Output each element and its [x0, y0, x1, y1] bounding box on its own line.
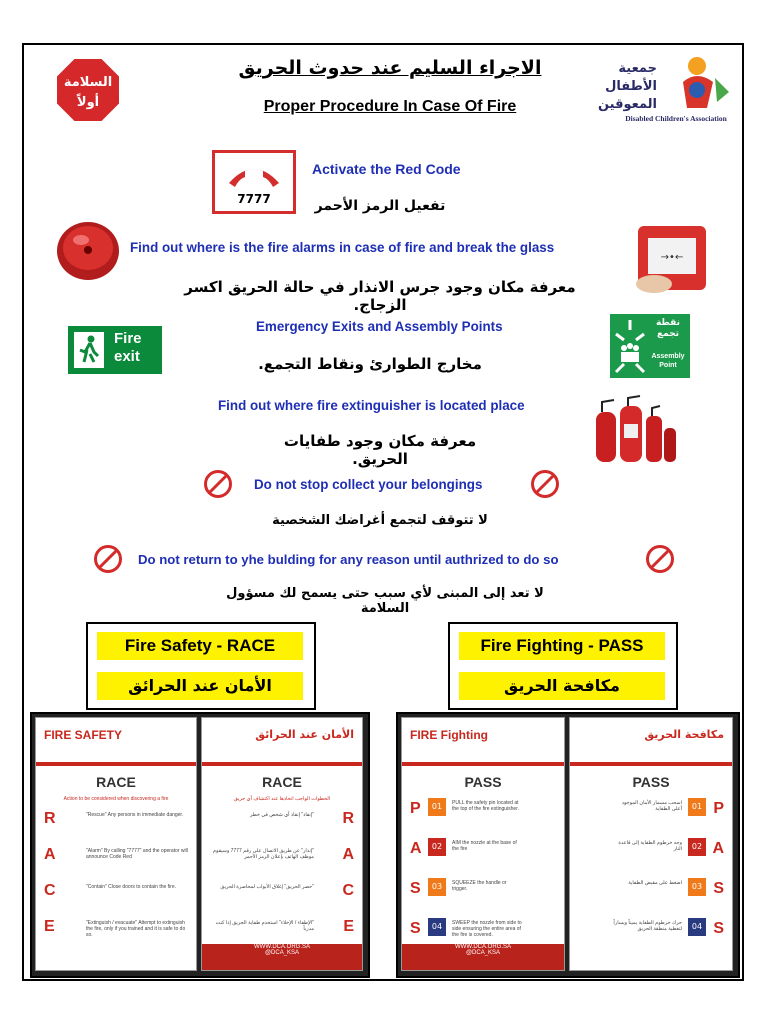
pass-letter: S	[713, 880, 724, 897]
pass-title-ar: مكافحة الحريق	[459, 672, 665, 700]
safety-first-stop-sign	[54, 56, 122, 124]
pass-number: 03	[428, 878, 446, 896]
svg-text:جمعية: جمعية	[618, 61, 657, 76]
pass-letter: A	[712, 840, 724, 857]
pass-number: 04	[428, 918, 446, 936]
pass-number: 02	[688, 838, 706, 856]
pass-number: 03	[688, 878, 706, 896]
race-letter: R	[342, 810, 354, 827]
assembly-icon	[612, 318, 648, 374]
stop-sign-line-2: أولاً	[76, 95, 100, 110]
running-man-icon	[76, 334, 102, 366]
pass-number: 02	[428, 838, 446, 856]
race-poster-ar	[202, 718, 362, 970]
race-title-en: Fire Safety - RACE	[97, 632, 303, 660]
red-code-en: Activate the Red Code	[312, 161, 461, 177]
pass-letter: P	[713, 800, 724, 817]
assembly-text-en: Assembly Point	[651, 353, 685, 369]
red-code-ar: تفعيل الرمز الأحمر	[314, 198, 446, 214]
pass-title-en: Fire Fighting - PASS	[459, 632, 665, 660]
race-title-ar: الأمان عند الحرائق	[97, 672, 303, 700]
stop-sign-line-1: السلامة	[63, 75, 113, 90]
race-letter: A	[342, 846, 354, 863]
race-letter: C	[342, 882, 354, 899]
poster-subtitle: الخطوات الواجب اتخاذها عند اكتشاف أي حريق	[233, 796, 331, 802]
svg-text:المعوقين: المعوقين	[597, 97, 657, 112]
prohibited-icon	[645, 544, 675, 574]
poster-header: FIRE SAFETY	[44, 728, 123, 742]
prohibited-icon	[530, 469, 560, 499]
pass-letter: S	[410, 880, 421, 897]
race-letter: R	[44, 810, 56, 827]
race-line: "الإطفاء / الإخلاء" استخدم طفاية الحريق إذا كنت مدرباً	[215, 920, 314, 932]
pass-letter: A	[410, 840, 422, 857]
race-line: "إنقاذ" إنقاذ أي شخص في خطر	[250, 812, 314, 818]
belongings-ar: لا تتوقف لتجمع أغراضك الشخصية	[272, 513, 488, 528]
exits-ar: مخارج الطوارئ ونقاط التجمع.	[258, 355, 482, 373]
prohibited-icon	[93, 544, 123, 574]
belongings-en: Do not stop collect your belongings	[254, 477, 483, 492]
pass-line: SWEEP the nozzle from side to side ensuring the entire area of the fire is covered.	[452, 920, 522, 938]
pass-line: وجه خرطوم الطفاية إلى قاعدة النار	[618, 840, 682, 852]
race-letter: C	[44, 882, 56, 899]
pass-line: AIM the nozzle at the base of the fire	[452, 840, 517, 852]
pass-poster-en	[402, 718, 564, 970]
alarm-en: Find out where is the fire alarms in case of fire and break the glass	[130, 240, 555, 255]
pass-line: اضغط على مقبض الطفاية	[628, 880, 682, 886]
race-line: "Alarm" By calling "7777" and the operator will announce Code Red	[86, 848, 188, 860]
poster-subtitle: Action to be considered when discovering a fire	[63, 796, 169, 802]
pass-line: اسحب مسمار الأمان الموجود أعلى الطفاية	[621, 800, 682, 812]
pass-line: حرك خرطوم الطفاية يميناً ويساراً لتغطية منطقة الحريق	[613, 920, 682, 932]
pass-line: SQUEEZE the handle or trigger.	[452, 880, 507, 892]
phone-icon	[215, 153, 293, 193]
race-line: "حصر الحريق" إغلاق الأبواب لمحاصرة الحريق	[220, 884, 314, 890]
return-ar: لا تعد إلى المبنى لأي سبب حتى يسمح لك مسؤول السلامة	[226, 586, 544, 616]
fire-extinguishers-icon	[588, 394, 680, 466]
race-letter: A	[44, 846, 56, 863]
org-name-en: Disabled Children's Association	[625, 114, 727, 123]
pass-letter: S	[713, 920, 724, 937]
exits-en: Emergency Exits and Assembly Points	[256, 319, 503, 334]
pass-letter: S	[410, 920, 421, 937]
svg-text:→•←: →•←	[660, 252, 684, 263]
race-line: "Rescue" Any persons in immediate danger.	[86, 812, 184, 818]
poster-header: الأمان عند الحرائق	[255, 728, 354, 741]
extinguisher-en: Find out where fire extinguisher is located place	[218, 398, 525, 413]
race-letter: E	[343, 918, 354, 935]
pass-poster-ar	[570, 718, 732, 970]
race-title-box	[86, 622, 316, 710]
poster-acronym: RACE	[96, 774, 136, 790]
pass-number: 01	[688, 798, 706, 816]
poster-footer: WWW.DCA.ORG.SA @DCA_KSA	[202, 944, 362, 970]
poster-footer: WWW.DCA.ORG.SA @DCA_KSA	[402, 944, 564, 970]
red-code-phone-box	[212, 150, 296, 214]
pass-posters	[396, 712, 740, 978]
break-glass-alarm-icon	[630, 224, 714, 294]
alarm-ar: معرفة مكان وجود جرس الانذار في حالة الحريق اكسر الزجاج.	[184, 278, 576, 314]
pass-number: 04	[688, 918, 706, 936]
pass-number: 01	[428, 798, 446, 816]
org-logo	[597, 52, 735, 128]
page-title-en: Proper Procedure In Case Of Fire	[263, 98, 517, 115]
poster-header: مكافحة الحريق	[644, 728, 724, 741]
pass-title-box	[448, 622, 678, 710]
race-line: "Contain" Close doors to contain the fire.	[86, 884, 176, 890]
fire-exit-text: Fire exit	[114, 330, 142, 365]
prohibited-icon	[203, 469, 233, 499]
pass-letter: P	[410, 800, 421, 817]
org-logo-mark	[597, 52, 735, 114]
fire-bell-icon	[55, 220, 121, 282]
page-title-ar: الاجراء السليم عند حدوث الحريق	[238, 57, 542, 79]
assembly-point-sign	[610, 314, 690, 378]
race-line: "إنذار" عن طريق الاتصال على رقم 7777 وسيقوم موظف الهاتف بإعلان الرمز الأحمر	[212, 848, 314, 860]
poster-acronym: PASS	[464, 774, 502, 790]
svg-text:الأطفال: الأطفال	[605, 79, 657, 94]
race-posters	[30, 712, 370, 978]
race-letter: E	[44, 918, 55, 935]
poster-acronym: RACE	[262, 774, 302, 790]
race-poster-en	[36, 718, 196, 970]
assembly-text-ar: نقطة تجمع	[655, 318, 681, 339]
race-line: "Extinguish / evacuate" Attempt to extinguish the fire, only if you trained and it is safe to do so.	[86, 920, 186, 938]
extinguisher-ar: معرفة مكان وجود طفايات الحريق.	[283, 432, 477, 468]
red-code-number: 7777	[237, 192, 271, 206]
fire-exit-sign	[68, 326, 162, 374]
return-en: Do not return to yhe bulding for any reason until authrized to do so	[138, 552, 559, 567]
pass-line: PULL the safety pin located at the top of the fire extinguisher.	[452, 800, 519, 812]
poster-header: FIRE Fighting	[410, 728, 488, 742]
poster-acronym: PASS	[632, 774, 670, 790]
